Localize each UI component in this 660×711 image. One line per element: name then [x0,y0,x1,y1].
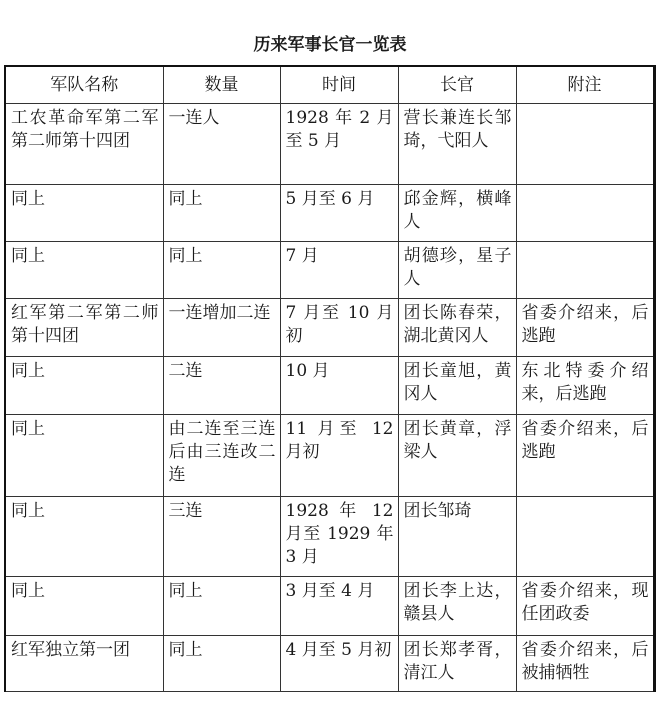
cell-time: 5 月至 6 月 [280,185,398,242]
officers-table [4,65,656,692]
header-time: 时间 [280,66,398,104]
cell-officer: 邱金辉，横峰人 [398,185,516,242]
cell-unit-name: 同上 [5,357,163,415]
table-row [5,497,654,577]
table-row [5,415,654,497]
cell-notes: 东北特委介绍来，后逃跑 [516,357,654,415]
cell-quantity: 二连 [163,357,280,415]
table-row [5,299,654,357]
cell-time: 3 月至 4 月 [280,577,398,636]
cell-time: 7 月 [280,242,398,299]
cell-unit-name: 同上 [5,242,163,299]
cell-unit-name: 同上 [5,497,163,577]
cell-time: 11 月至 12 月初 [280,415,398,497]
header-officer: 长官 [398,66,516,104]
cell-notes [516,497,654,577]
header-notes: 附注 [516,66,654,104]
cell-officer: 团长邹琦 [398,497,516,577]
table-row [5,577,654,636]
table-row [5,104,654,185]
table-row [5,242,654,299]
table-row [5,185,654,242]
table-row [5,636,654,692]
cell-time: 4 月至 5 月初 [280,636,398,692]
cell-notes [516,104,654,185]
cell-quantity: 一连人 [163,104,280,185]
cell-time: 7 月至 10 月初 [280,299,398,357]
cell-officer: 团长童旭，黄冈人 [398,357,516,415]
cell-quantity: 三连 [163,497,280,577]
cell-officer: 团长陈春荣，湖北黄冈人 [398,299,516,357]
cell-time: 10 月 [280,357,398,415]
cell-notes: 省委介绍来，现任团政委 [516,577,654,636]
cell-quantity: 由二连至三连后由三连改二连 [163,415,280,497]
cell-quantity: 同上 [163,185,280,242]
table-title: 历来军事长官一览表 [253,35,407,55]
cell-officer: 团长李上达，赣县人 [398,577,516,636]
cell-notes [516,242,654,299]
cell-quantity: 同上 [163,242,280,299]
header-unit-name: 军队名称 [5,66,163,104]
cell-officer: 胡德珍，星子人 [398,242,516,299]
cell-unit-name: 同上 [5,185,163,242]
cell-time: 1928 年 12 月至 1929 年 3 月 [280,497,398,577]
cell-officer: 营长兼连长邹琦，弋阳人 [398,104,516,185]
cell-unit-name: 红军独立第一团 [5,636,163,692]
cell-officer: 团长郑孝胥，清江人 [398,636,516,692]
cell-notes [516,185,654,242]
cell-quantity: 同上 [163,577,280,636]
cell-quantity: 一连增加二连 [163,299,280,357]
cell-notes: 省委介绍来，后逃跑 [516,415,654,497]
cell-officer: 团长黄章，浮梁人 [398,415,516,497]
table-row [5,357,654,415]
cell-unit-name: 工农革命军第二军第二师第十四团 [5,104,163,185]
cell-unit-name: 同上 [5,415,163,497]
cell-quantity: 同上 [163,636,280,692]
cell-notes: 省委介绍来，后逃跑 [516,299,654,357]
cell-unit-name: 同上 [5,577,163,636]
header-row [5,66,654,104]
cell-unit-name: 红军第二军第二师第十四团 [5,299,163,357]
cell-notes: 省委介绍来，后被捕牺牲 [516,636,654,692]
header-quantity: 数量 [163,66,280,104]
cell-time: 1928 年 2 月至 5 月 [280,104,398,185]
